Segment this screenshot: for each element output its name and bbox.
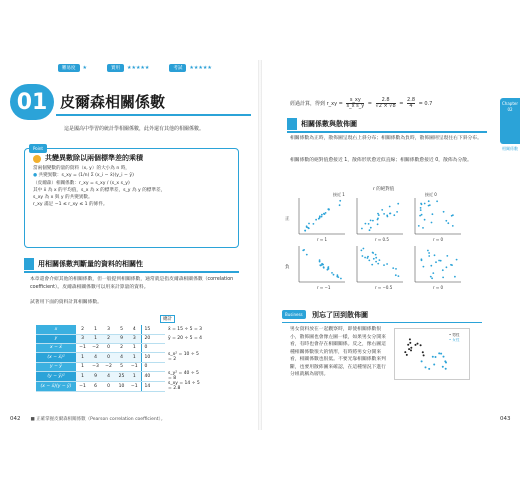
scatter-point: [440, 260, 442, 262]
scatter-point: [445, 220, 447, 222]
total-cell: 10: [141, 352, 165, 362]
scatter-point: [303, 249, 305, 251]
section-title: 用相關係數判斷量的資料的相關性: [38, 260, 143, 268]
tag-practical: [107, 64, 149, 72]
scatter-point: [452, 225, 454, 227]
scatter-point: [392, 267, 394, 269]
point-line: 當兩個變數的量的資料（x, y）的大小為 n 時，: [33, 166, 130, 171]
male-point: [407, 344, 409, 346]
row-header: y − ȳ: [36, 362, 76, 371]
table-cell: 4: [89, 352, 102, 362]
total-cell: 40: [141, 371, 165, 381]
table-cell: −1: [128, 381, 141, 391]
grid-col-head: 接近 1: [333, 192, 345, 197]
scatter-point: [423, 266, 425, 268]
male-point: [415, 344, 417, 346]
scatter-point: [372, 252, 374, 254]
legend-female: • 女性: [449, 338, 460, 342]
scatter-point: [306, 254, 308, 256]
tag-label: 難易度: [58, 64, 80, 72]
scatter-point: [320, 265, 322, 267]
scatter-point: [365, 223, 367, 225]
scatter-point: [447, 222, 449, 224]
footer-text: ■ 正確掌握皮爾森相關係數（Pearson correlation coefficient）。: [30, 417, 166, 422]
total-cell: 20: [141, 334, 165, 343]
divider: [56, 114, 251, 116]
case-chip: Business: [282, 310, 306, 319]
fraction: [376, 98, 396, 109]
scatter-point: [379, 259, 381, 261]
row-header: x − x̄: [36, 343, 76, 352]
table-cell: 0: [102, 343, 115, 352]
scatter-point: [387, 216, 389, 218]
scatter-point: [340, 278, 342, 280]
body-paragraph: 本章還會介紹其他的相關係數，但一般提到相關係數，通常就是指皮爾森相關係數（correlation coefficient）。皮爾森相關係數可以用來計算量的資料。: [30, 277, 234, 290]
table-cell: 2: [102, 334, 115, 343]
scatter-point: [323, 267, 325, 269]
scatter-point: [389, 206, 391, 208]
scatter-point: [363, 248, 365, 250]
scatter-point: [375, 254, 377, 256]
book-gutter: [258, 60, 262, 430]
male-point: [420, 344, 422, 346]
scatter-point: [421, 258, 423, 260]
panel-label: r ≈ 1: [317, 237, 328, 242]
scatter-point: [436, 200, 438, 202]
scatter-point: [420, 207, 422, 209]
scatter-point: [372, 220, 374, 222]
table-cell: 3: [128, 334, 141, 343]
star-icon: ★: [82, 65, 87, 71]
table-cell: 1: [128, 343, 141, 352]
table-cell: 6: [89, 381, 102, 391]
scatter-point: [315, 219, 317, 221]
cov-formula: s_xy = (1/n) Σ (x_i − x̄)(y_i − ȳ): [61, 173, 134, 179]
female-point: [438, 352, 440, 354]
scatter-point: [383, 213, 385, 215]
scatter-point: [313, 223, 315, 225]
numerator: s_xy: [346, 98, 364, 104]
scatter-point: [321, 263, 323, 265]
scatter-point: [434, 254, 436, 256]
point-box: [24, 148, 239, 248]
divider: [24, 271, 239, 273]
intro-text: 這是國高中學習的統計學相關係數，此外還有其他的相關係數。: [64, 126, 205, 132]
table-row: [36, 371, 205, 381]
scatter-point: [368, 223, 370, 225]
scatter-point: [442, 269, 444, 271]
table-cell: 4: [115, 352, 128, 362]
chapter-number: 01: [10, 84, 54, 120]
section-title: 相關係數與散佈圖: [301, 120, 357, 128]
legend-male: • 男性: [449, 333, 460, 337]
scatter-panel: [299, 246, 345, 290]
section-marker: [24, 258, 34, 270]
scatter-grid: [285, 186, 465, 294]
male-point: [409, 338, 411, 340]
table-cell: 1: [76, 371, 89, 381]
scatter-point: [321, 216, 323, 218]
female-point: [432, 356, 434, 358]
female-point: [425, 366, 427, 368]
scatter-point: [375, 261, 377, 263]
female-point: [440, 353, 442, 355]
gender-scatter: [394, 328, 470, 380]
scatter-point: [446, 266, 448, 268]
row-note: s_xy = 14 ÷ 5 = 2.8: [168, 381, 200, 391]
scatter-point: [361, 250, 363, 252]
side-tab-subtitle: 相關係數: [502, 146, 518, 151]
scatter-point: [432, 272, 434, 274]
section-heading: [24, 258, 143, 270]
total-label: 總計: [160, 315, 175, 323]
panel-label: r ≈ 0: [433, 285, 444, 290]
scatter-point: [377, 223, 379, 225]
point-line: r_xy 滿足 −1 ≤ r_xy ≤ 1 的條件。: [33, 202, 108, 208]
table-cell: 1: [128, 352, 141, 362]
denominator: √2 × √8: [375, 103, 396, 109]
body-paragraph: 男女資料放在一起觀察時，即使相關係數很小，散佈圖也會像左圖一樣，如果男女分開來看，有時也會存在相關關係。反之，像右圖這種相關係數很大的情形，有時將男女分開來看，相關係數也很低。不要光靠相關係數來判斷，也要用散佈圖來確認，在這種情況下進行分組就稱為層別。: [290, 327, 386, 377]
scatter-point: [450, 264, 452, 266]
row-header: (x − x̄)²: [36, 352, 76, 362]
table-row: [36, 352, 205, 362]
table-cell: −1: [76, 381, 89, 391]
scatter-point: [321, 214, 323, 216]
female-point: [435, 356, 437, 358]
scatter-point: [396, 211, 398, 213]
male-point: [410, 349, 412, 351]
scatter-panel: [357, 198, 403, 242]
male-point: [409, 342, 411, 344]
scatter-point: [456, 259, 458, 261]
table-cell: 9: [89, 371, 102, 381]
table-cell: 4: [128, 325, 141, 334]
scatter-point: [377, 218, 379, 220]
divider: [287, 131, 487, 133]
scatter-point: [318, 218, 320, 220]
table-row: [36, 334, 205, 343]
covariance-row: [33, 172, 230, 179]
scatter-point: [397, 203, 399, 205]
scatter-point: [319, 259, 321, 261]
table-cell: 1: [89, 334, 102, 343]
case-heading: [282, 310, 482, 322]
scatter-point: [442, 277, 444, 279]
scatter-point: [431, 277, 433, 279]
table-cell: 5: [115, 362, 128, 371]
scatter-point: [419, 215, 421, 217]
scatter-panel: [299, 198, 345, 242]
grid-col-head: 接近 0: [425, 192, 437, 197]
scatter-point: [430, 265, 432, 267]
cov-label: 共變異數：: [38, 173, 62, 179]
denominator: s_x s_y: [346, 103, 365, 109]
star-icon: ★★★★★: [189, 65, 212, 71]
scatter-point: [432, 213, 434, 215]
female-point: [443, 356, 445, 358]
table-cell: 3: [76, 334, 89, 343]
table-cell: 25: [115, 371, 128, 381]
row-header: (y − ȳ)²: [36, 371, 76, 381]
scatter-point: [431, 222, 433, 224]
scatter-point: [331, 272, 333, 274]
scatter-point: [454, 276, 456, 278]
table-cell: 2: [115, 343, 128, 352]
total-cell: 15: [141, 325, 165, 334]
scatter-point: [362, 255, 364, 257]
table-cell: 1: [128, 371, 141, 381]
numerator: 2.8: [376, 98, 396, 104]
table-cell: 4: [102, 371, 115, 381]
table-cell: 1: [76, 362, 89, 371]
male-point: [422, 351, 424, 353]
scatter-point: [328, 266, 330, 268]
grid-row-label: 正: [285, 217, 290, 222]
female-point: [445, 368, 447, 370]
point-heading: [33, 155, 230, 163]
denominator: 4: [409, 103, 413, 109]
corr-formula: r_xy = s_xy / (s_x s_y): [78, 180, 130, 186]
result-formula: 經過計算，得到 r_xy = $\frac{s\_xy}{\text{s\_x s\_y}}$ = $\frac{2.8}{√2 \times √8}$ = $\frac{2.8}{4}$ = 0.7: [290, 97, 433, 109]
scatter-point: [418, 225, 420, 227]
scatter-point: [395, 268, 397, 270]
row-note: s_y² = 40 ÷ 5 = 8: [168, 371, 199, 381]
scatter-point: [375, 257, 377, 259]
scatter-point: [451, 215, 453, 217]
scatter-point: [339, 200, 341, 202]
scatter-point: [370, 220, 372, 222]
panel-label: r ≈ −0.5: [375, 285, 393, 290]
chapter-side-tab[interactable]: Chapter 02: [500, 98, 520, 144]
section-marker: [287, 118, 297, 130]
panel-axes: [357, 246, 403, 282]
row-note: [165, 362, 205, 371]
table-cell: 5: [115, 325, 128, 334]
scatter-grid-svg: [285, 186, 465, 294]
scatter-point: [398, 275, 400, 277]
scatter-point: [361, 228, 363, 230]
point-tab: Point: [29, 144, 47, 153]
table-cell: 0: [102, 352, 115, 362]
chapter-title: 皮爾森相關係數: [60, 93, 166, 111]
scatter-point: [424, 203, 426, 205]
scatter-point: [368, 260, 370, 262]
corr-label: （皮爾森）相關係數：: [33, 180, 79, 186]
point-line: 其中 x̄ 為 x 的平均值，s_x 為 x 的標準差，s_y 為 y 的標準差，: [33, 187, 166, 193]
body-paragraph: 相關係數的絕對值愈接近 1，散佈形狀愈近似直線；相關係數愈接近 0，散佈為分散。: [290, 158, 472, 163]
scatter-point: [333, 274, 335, 276]
page-number: 043: [500, 416, 511, 422]
fraction: [346, 98, 364, 109]
row-note: [165, 343, 205, 352]
scatter-point: [367, 257, 369, 259]
star-icon: ★★★★★: [126, 65, 150, 71]
scatter-legend: [449, 333, 459, 343]
row-note: x̄ = 15 ÷ 5 = 3: [168, 327, 203, 332]
point-line: s_xy 為 x 與 y 的共變異數。: [33, 195, 93, 201]
scatter-point: [395, 274, 397, 276]
scatter-point: [371, 264, 373, 266]
male-point: [406, 354, 408, 356]
scatter-point: [307, 227, 309, 229]
scatter-point: [370, 227, 372, 229]
scatter-point: [336, 276, 338, 278]
table-cell: 2: [76, 325, 89, 334]
tag-exam: [169, 64, 211, 72]
table-cell: 10: [115, 381, 128, 391]
scatter-point: [308, 223, 310, 225]
fraction: [407, 98, 415, 109]
gender-scatter-svg: [395, 329, 471, 381]
scatter-point: [429, 204, 431, 206]
scatter-point: [369, 229, 371, 231]
scatter-point: [319, 215, 321, 217]
point-heading-text: 共變異數除以兩個標準差的乘積: [45, 154, 143, 163]
scatter-point: [427, 250, 429, 252]
lightbulb-icon: [33, 155, 41, 163]
table-cell: −1: [76, 343, 89, 352]
panel-axes: [357, 198, 403, 234]
table-cell: −2: [89, 343, 102, 352]
row-note: ȳ = 20 ÷ 5 = 4: [168, 336, 203, 341]
table-row: [36, 362, 205, 371]
grid-row-label: 負: [285, 265, 290, 270]
total-cell: 14: [141, 381, 165, 391]
page-number: 042: [10, 416, 21, 422]
scatter-point: [373, 258, 375, 260]
scatter-point: [386, 263, 388, 265]
table-cell: −2: [102, 362, 115, 371]
total-cell: 0: [141, 343, 165, 352]
scatter-point: [424, 219, 426, 221]
grid-title: r 的絕對值: [373, 187, 395, 192]
table-row: [36, 325, 205, 334]
scatter-point: [420, 203, 422, 205]
scatter-point: [339, 204, 341, 206]
case-title: 別忘了回到散佈圖: [312, 311, 368, 319]
bullet-icon: ●: [33, 173, 39, 179]
correlation-row: [33, 180, 230, 187]
table-cell: −3: [89, 362, 102, 371]
male-point: [408, 348, 410, 350]
scatter-point: [435, 261, 437, 263]
row-header: (x − x̄)(y − ȳ): [36, 381, 76, 391]
difficulty-tags: [58, 64, 212, 72]
body-paragraph: 相關係數為正時，散佈圖呈現右上斜分布；相關係數為負時，散佈圖則呈現往右下斜分布。: [290, 136, 482, 141]
tag-label: 考試: [169, 64, 186, 72]
scatter-point: [383, 264, 385, 266]
female-point: [433, 364, 435, 366]
row-note: s_x² = 10 ÷ 5 = 2: [168, 352, 199, 362]
male-point: [423, 354, 425, 356]
scatter-point: [420, 209, 422, 211]
male-point: [410, 347, 412, 349]
formula-lhs: r_xy =: [326, 101, 343, 107]
section-heading: [287, 118, 357, 130]
table-cell: 0: [102, 381, 115, 391]
formula-result: = 0.7: [418, 101, 433, 107]
tag-label: 實用: [107, 64, 124, 72]
scatter-point: [364, 257, 366, 259]
table-cell: −1: [128, 362, 141, 371]
scatter-point: [327, 269, 329, 271]
scatter-point: [304, 230, 306, 232]
scatter-panel: [357, 246, 403, 290]
scatter-point: [381, 209, 383, 211]
female-point: [428, 368, 430, 370]
table-cell: 3: [102, 325, 115, 334]
scatter-point: [421, 214, 423, 216]
male-point: [404, 351, 406, 353]
panel-label: r ≈ −1: [317, 285, 331, 290]
scatter-panel: [415, 246, 461, 290]
table-cell: 1: [76, 352, 89, 362]
total-cell: 0: [141, 362, 165, 371]
table-cell: 9: [115, 334, 128, 343]
numerator: 2.8: [407, 97, 415, 103]
row-header: x: [36, 325, 76, 334]
chapter-heading: [6, 82, 246, 122]
scatter-panel: [415, 198, 461, 242]
scatter-point: [393, 214, 395, 216]
scatter-point: [438, 260, 440, 262]
scatter-point: [446, 255, 448, 257]
table-cell: 1: [89, 325, 102, 334]
panel-label: r ≈ 0: [433, 237, 444, 242]
formula-prefix: 經過計算，得到: [290, 101, 326, 107]
scatter-point: [422, 227, 424, 229]
scatter-point: [377, 213, 379, 215]
female-point: [445, 362, 447, 364]
divider: [282, 322, 482, 323]
tag-difficulty: [58, 64, 87, 72]
scatter-point: [430, 276, 432, 278]
panel-label: r ≈ 0.5: [375, 237, 389, 242]
scatter-point: [428, 200, 430, 202]
scatter-point: [328, 209, 330, 211]
scatter-point: [428, 255, 430, 257]
female-point: [442, 366, 444, 368]
table-row: [36, 381, 205, 391]
calc-table: [36, 325, 205, 392]
table-row: [36, 343, 205, 352]
scatter-point: [428, 252, 430, 254]
scatter-point: [389, 213, 391, 215]
row-header: y: [36, 334, 76, 343]
female-point: [421, 360, 423, 362]
scatter-point: [323, 213, 325, 215]
footer-left: [10, 416, 165, 422]
scatter-point: [443, 211, 445, 213]
male-point: [417, 343, 419, 345]
scatter-point: [377, 263, 379, 265]
body-paragraph: 試著用下面的資料計算相關係數。: [30, 300, 102, 305]
